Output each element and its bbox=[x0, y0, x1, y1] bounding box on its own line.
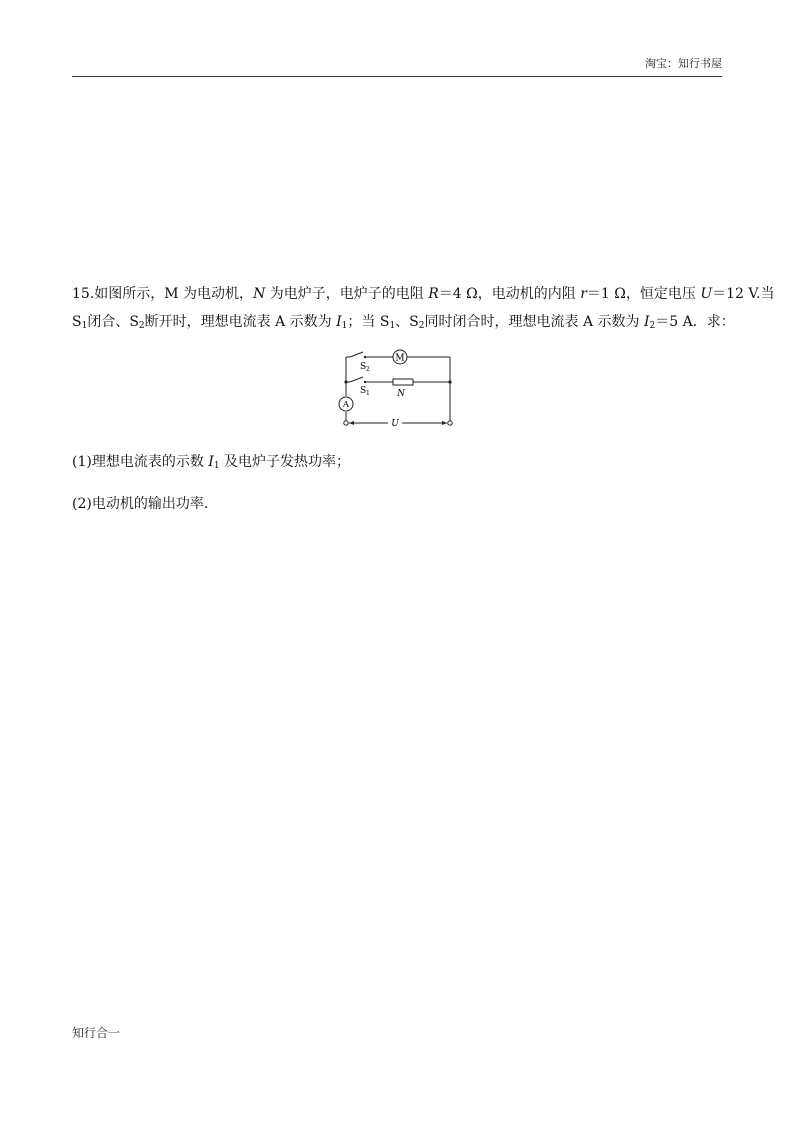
question-line-2 bbox=[72, 308, 735, 336]
question-text: ＝4 Ω，电动机的内阻 bbox=[438, 286, 581, 302]
header-shop-name: 淘宝：知行书屋 bbox=[645, 57, 722, 70]
arrowhead-left bbox=[349, 421, 354, 425]
circuit-diagram bbox=[330, 346, 460, 434]
switch-s2-sub: 2 bbox=[366, 366, 370, 373]
sub-question-2 bbox=[72, 494, 218, 514]
question-text: ；当 S bbox=[347, 314, 390, 330]
question-text: 闭合、S bbox=[87, 314, 139, 330]
var-n: N bbox=[253, 286, 266, 302]
question-line-1 bbox=[72, 280, 775, 308]
subscript: 1 bbox=[341, 321, 348, 331]
subscript: 2 bbox=[418, 321, 425, 331]
part-text: 及电炉子发热功率； bbox=[219, 454, 350, 470]
question-text: 如图所示，M 为电动机， bbox=[94, 286, 254, 302]
question-number: 15. bbox=[72, 286, 95, 302]
switch-s1-sub: 1 bbox=[366, 390, 370, 397]
switch-s1-blade bbox=[350, 377, 363, 382]
switch-contact bbox=[364, 381, 366, 383]
question-text: ＝12 V.当 bbox=[712, 286, 775, 302]
var-r-upper: R bbox=[428, 286, 439, 302]
question-text: ＝1 Ω，恒定电压 bbox=[586, 286, 701, 302]
subscript: 1 bbox=[389, 321, 396, 331]
page-header bbox=[72, 55, 722, 71]
header-rule bbox=[72, 76, 722, 77]
question-text: 断开时，理想电流表 A 示数为 bbox=[144, 314, 337, 330]
footer-text: 知行合一 bbox=[72, 1026, 121, 1040]
terminal-right bbox=[448, 421, 452, 425]
arrowhead-right bbox=[442, 421, 447, 425]
question-text: S bbox=[72, 314, 82, 330]
switch-s2-label: S bbox=[360, 362, 367, 372]
ammeter-label: A bbox=[342, 400, 350, 410]
sub-question-1 bbox=[72, 452, 350, 472]
question-text: 为电炉子，电炉子的电阻 bbox=[265, 286, 429, 302]
var-u: U bbox=[700, 286, 713, 302]
motor-label: M bbox=[395, 353, 405, 364]
switch-contact bbox=[364, 356, 366, 358]
resistor-icon bbox=[393, 379, 413, 385]
subscript: 1 bbox=[213, 461, 220, 471]
question-text: ＝5 A．求： bbox=[655, 314, 735, 330]
part-text: (2)电动机的输出功率． bbox=[72, 496, 218, 512]
junction-dot bbox=[344, 380, 347, 383]
switch-s1-label: S bbox=[360, 386, 367, 396]
var-i: I bbox=[336, 314, 342, 330]
var-r-lower: r bbox=[580, 286, 587, 302]
subscript: 2 bbox=[138, 321, 145, 331]
part-text: (1)理想电流表的示数 bbox=[72, 454, 209, 470]
subscript: 2 bbox=[649, 321, 656, 331]
question-text: 、S bbox=[395, 314, 419, 330]
junction-dot bbox=[448, 380, 451, 383]
var-i: I bbox=[208, 454, 214, 470]
terminal-left bbox=[344, 421, 348, 425]
question-text: 同时闭合时，理想电流表 A 示数为 bbox=[424, 314, 644, 330]
subscript: 1 bbox=[81, 321, 88, 331]
page-footer bbox=[72, 1024, 120, 1041]
heater-label: N bbox=[397, 389, 405, 399]
voltage-label: U bbox=[391, 419, 399, 429]
question-15 bbox=[72, 280, 775, 336]
switch-s2-blade bbox=[350, 352, 363, 357]
var-i: I bbox=[643, 314, 650, 330]
